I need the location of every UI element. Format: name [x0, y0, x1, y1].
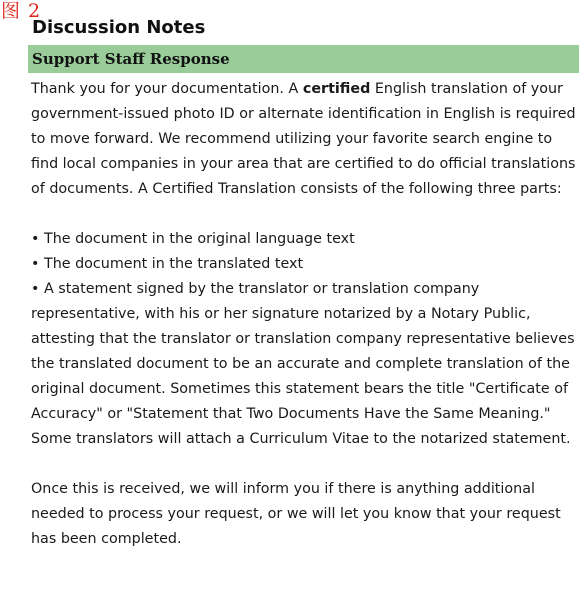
paragraph-gap: [31, 202, 579, 227]
paragraph-gap: [31, 452, 579, 477]
intro-paragraph: [31, 77, 579, 202]
figure-label: 图 2: [1, 0, 42, 22]
page-title: Discussion Notes: [32, 17, 206, 38]
intro-text-start: Thank you for your documentation. A: [31, 81, 303, 97]
bullet-item: • A statement signed by the translator or translation company representative, with his or her signature notarized by a Notary Public, attesting that the translator or translation company representative believes the translated document to be an accurate and complete translation of the original document. Sometimes this statement bears the title "Certificate of Accuracy" or "Statement that Two Documents Have the Same Meaning." Some translators will attach a Curriculum Vitae to the notarized statement.: [31, 281, 575, 447]
response-body: [31, 77, 579, 552]
section-header: Support Staff Response: [28, 45, 579, 73]
intro-text-end: English translation of your government-issued photo ID or alternate identification in English is required to move forward. We recommend utilizing your favorite search engine to find local companies in your area that are certified to do official translations of documents. A Certified Translation consists of the following three parts:: [31, 81, 576, 197]
bullet-item: • The document in the original language text: [31, 231, 355, 247]
closing-paragraph: Once this is received, we will inform you if there is anything additional needed to process your request, or we will let you know that your request has been completed.: [31, 481, 561, 547]
intro-emphasis: certified: [302, 81, 371, 97]
bullet-item: • The document in the translated text: [31, 256, 304, 272]
